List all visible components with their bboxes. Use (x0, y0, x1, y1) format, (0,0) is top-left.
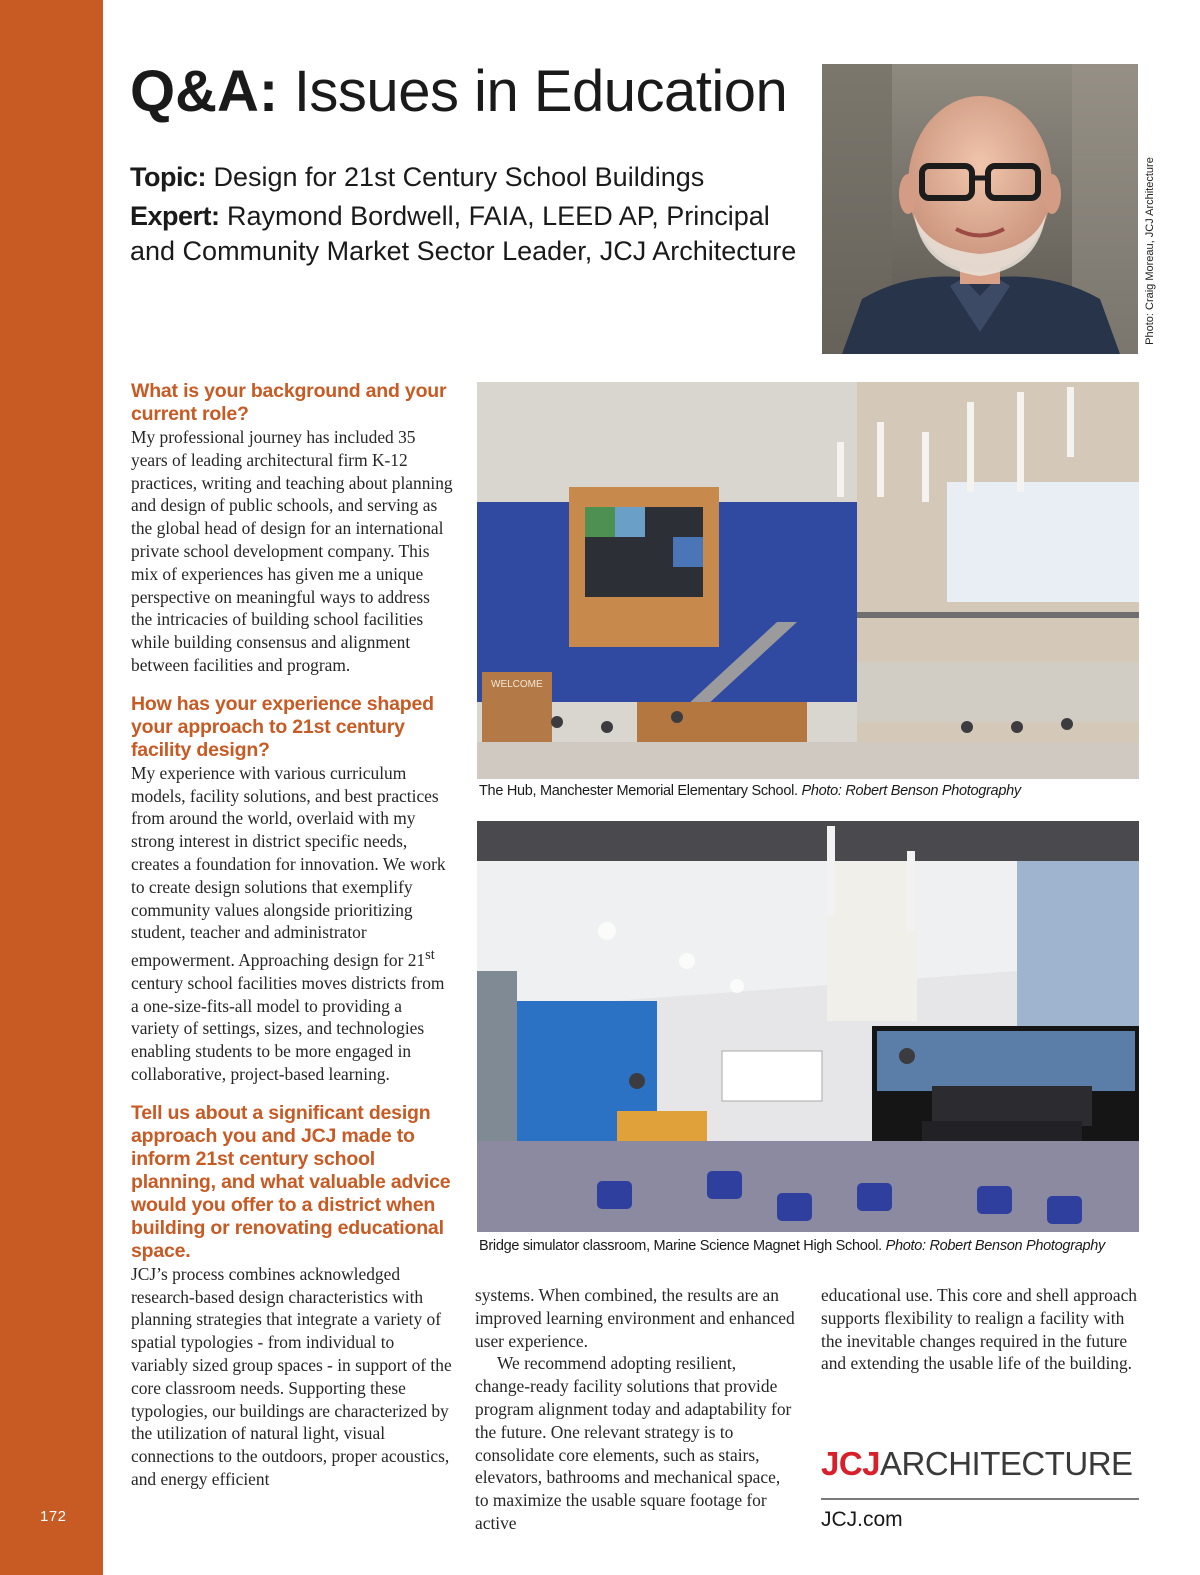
answer-1: My professional journey has included 35 years of leading architectural firm K-12 practices, writing and teaching about planning and design of public schools, and serving as the global head of design for an international private school development company. This mix of experiences has given me a unique perspective on meaningful ways to address the intricacies of building school facilities while building consensus and alignment between facilities and program. (131, 427, 453, 675)
expert-line (130, 199, 810, 269)
hub-welcome-sign: WELCOME (491, 679, 543, 690)
answer-2-part-b: century school facilities moves districts from a one-size-fits-all model to providing a variety of settings, sizes, and technologies enabling students to be more engaged in collaborative, project-based learning. (131, 972, 445, 1084)
bridge-simulator-illustration (477, 821, 1139, 1232)
question-2: How has your experience shaped your approach to 21st century facility design? (131, 692, 434, 761)
topic-value: Design for 21st Century School Buildings (205, 162, 705, 192)
body-column-right (821, 1284, 1141, 1375)
website-link[interactable]: JCJ.com (821, 1508, 903, 1531)
logo-jcj: JCJ (821, 1445, 881, 1482)
right-paragraph-1: educational use. This core and shell approach supports flexibility to realign a facility with the inevitable changes required in the future and extending the usable life of the building. (821, 1285, 1137, 1374)
middle-paragraph-1: systems. When combined, the results are an improved learning environment and enhanced user experience. (475, 1285, 795, 1351)
question-1: What is your background and your current role? (131, 380, 447, 425)
expert-portrait-photo (822, 64, 1138, 354)
bridge-caption-credit: Photo: Robert Benson Photography (885, 1238, 1105, 1254)
portrait-credit-text: Photo: Craig Moreau, JCJ Architecture (1144, 157, 1156, 345)
question-3: Tell us about a significant design approach you and JCJ made to inform 21st century school planning, and what valuable advice would you offer to a district when building or renovating educational space. (131, 1101, 451, 1262)
title-text: Issues in Education (278, 59, 788, 124)
portrait-photo-credit (1143, 148, 1157, 356)
hub-photo-caption (479, 783, 1021, 799)
bridge-photo-caption (479, 1238, 1105, 1254)
bridge-caption-text: Bridge simulator classroom, Marine Science Magnet High School. (479, 1238, 886, 1254)
hub-atrium-photo (477, 382, 1139, 779)
hub-caption-credit: Photo: Robert Benson Photography (801, 783, 1021, 799)
hub-atrium-illustration (477, 382, 1139, 779)
answer-2-part-a: My experience with various curriculum models, facility solutions, and best practices from around the world, overlaid with my strong interest in district specific needs, creates a foundation for innovation. We work to create design solutions that exemplify community values alongside prioritizing student, teacher and administrator empowerment. Approaching design for 21 (131, 762, 446, 970)
page-title (130, 56, 787, 128)
answer-2 (131, 762, 453, 1086)
answer-3: JCJ’s process combines acknowledged research-based design characteristics with planning strategies that integrate a variety of spatial typologies - from individual to variably sized group spaces - in support of the core classroom needs. Supporting these typologies, our buildings are characterized by the utilization of natural light, visual connections to the outdoors, proper acoustics, and energy efficient (131, 1263, 452, 1489)
article-meta (130, 160, 810, 273)
page-number: 172 (40, 1508, 67, 1525)
answer-2-superscript: st (425, 947, 435, 964)
bridge-simulator-photo (477, 821, 1139, 1232)
middle-paragraph-2: We recommend adopting resilient, change-ready facility solutions that provide program alignment today and adaptability for the future. One relevant strategy is to consolidate core elements, such as stairs, elevators, bathrooms and mechanical space, to maximize the usable square footage for active (475, 1353, 792, 1533)
expert-value: Raymond Bordwell, FAIA, LEED AP, Principal and Community Market Sector Leader, JCJ Architecture (130, 201, 797, 266)
qa-column-left (131, 380, 453, 1507)
jcj-architecture-logo (821, 1444, 1139, 1484)
hub-caption-text: The Hub, Manchester Memorial Elementary School. (479, 783, 802, 799)
title-prefix: Q&A: (130, 59, 279, 124)
body-column-middle (475, 1284, 795, 1535)
orange-side-band (0, 0, 103, 1575)
topic-line (130, 160, 810, 195)
portrait-illustration (822, 64, 1138, 354)
topic-label: Topic: (130, 162, 206, 192)
logo-divider (821, 1498, 1139, 1500)
expert-label: Expert: (130, 201, 220, 231)
logo-architecture: ARCHITECTURE (880, 1445, 1133, 1482)
